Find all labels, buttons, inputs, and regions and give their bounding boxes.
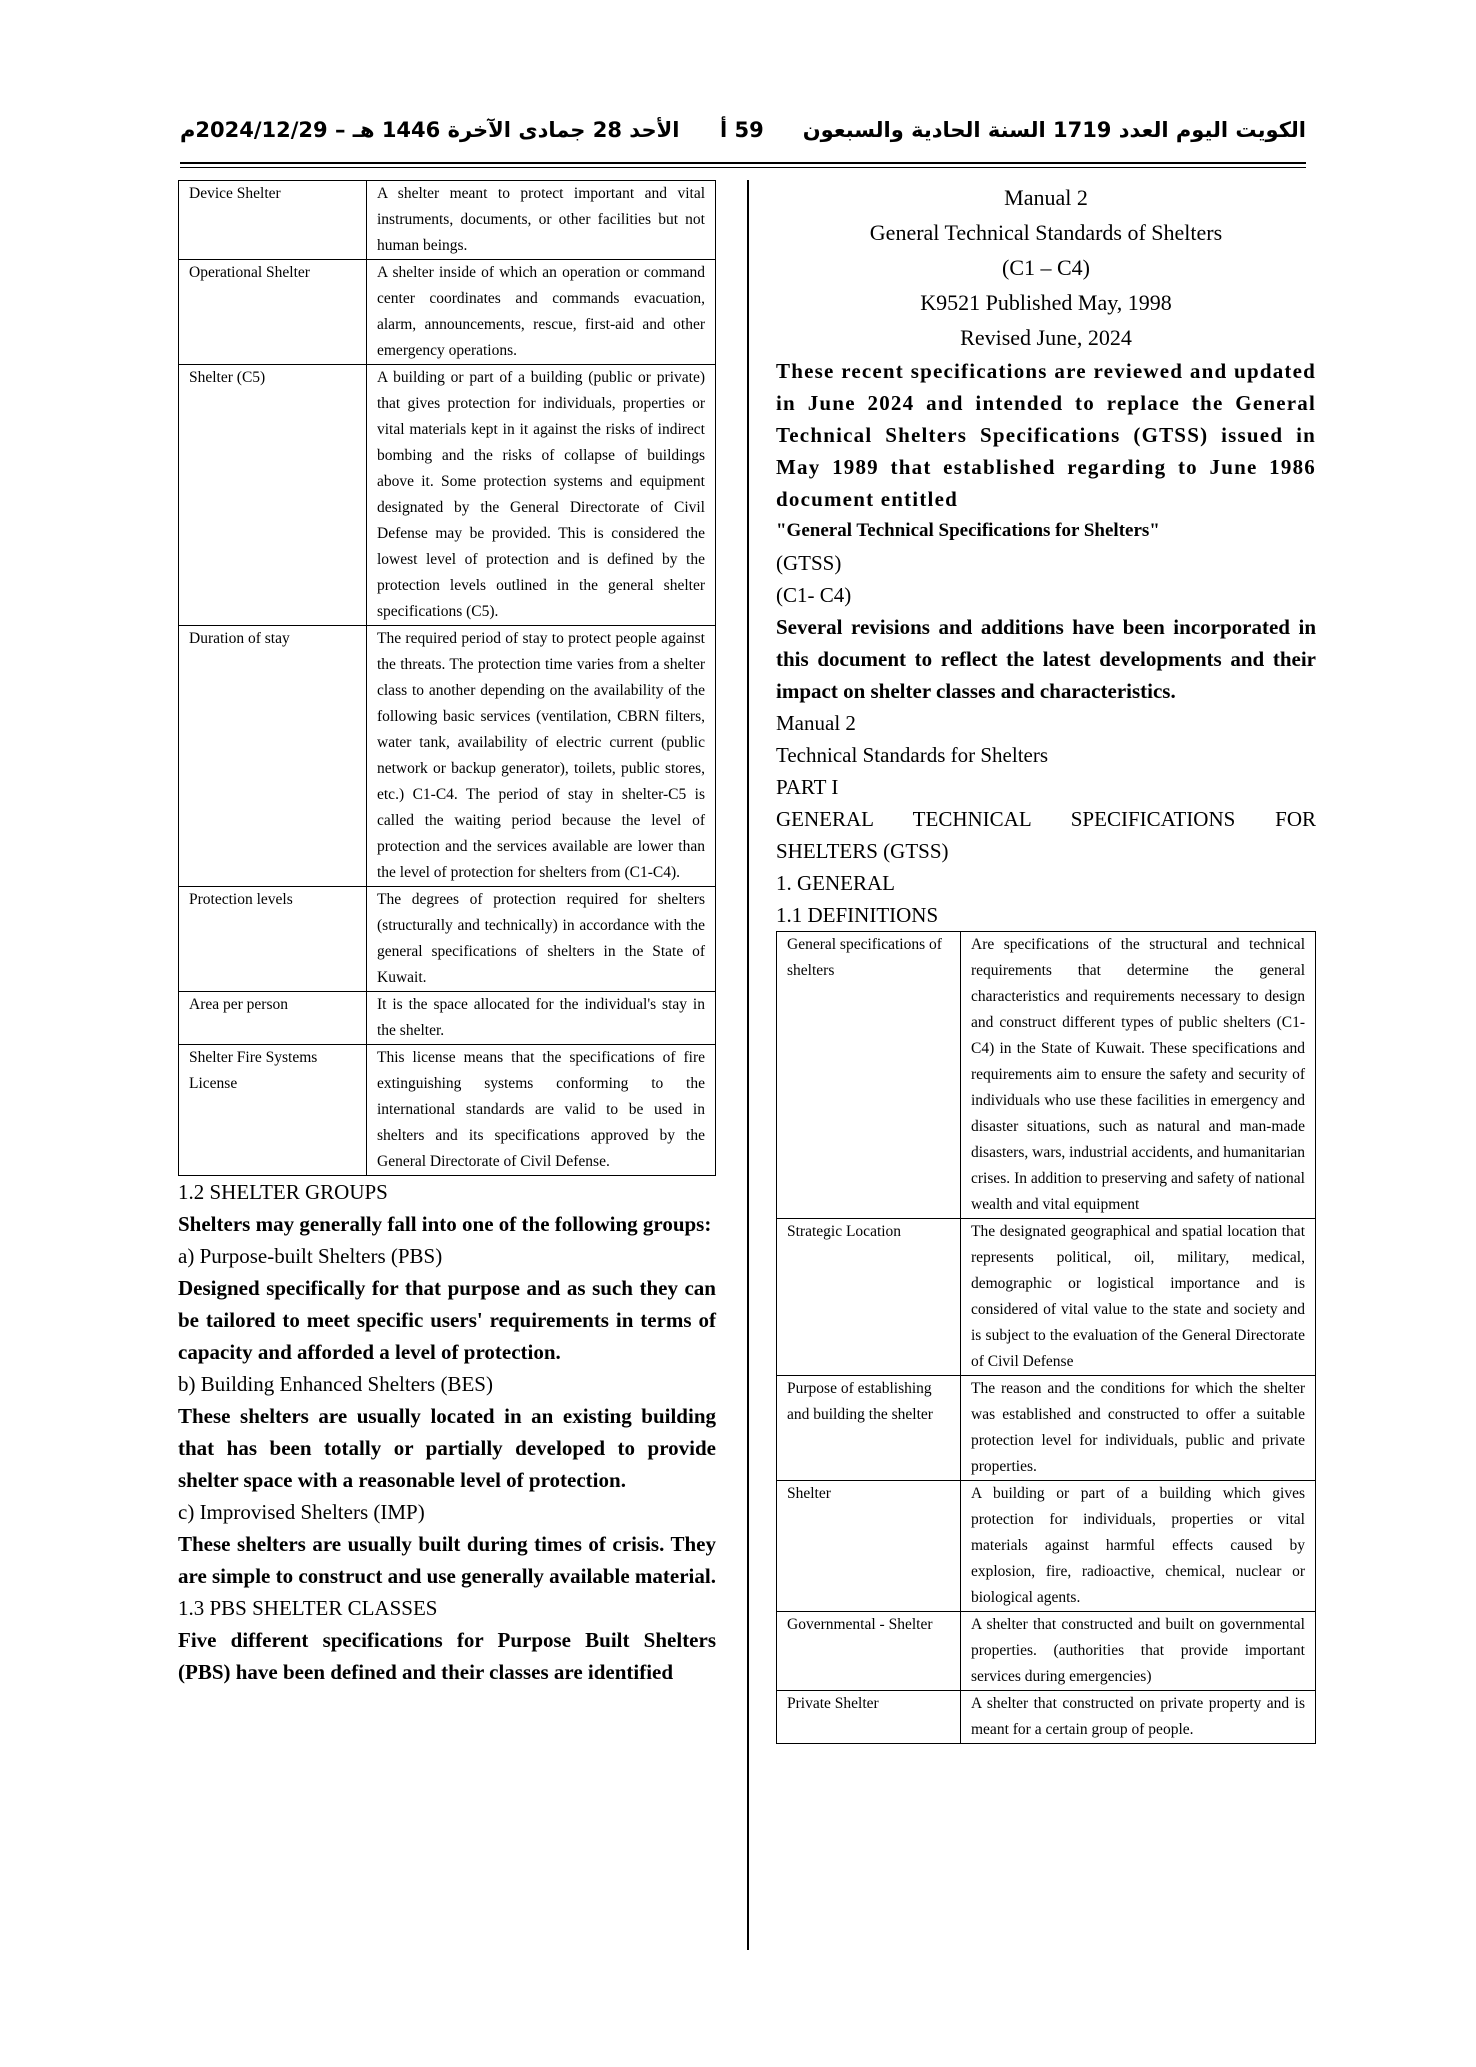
header-rule <box>180 162 1306 164</box>
table-row <box>777 1219 1316 1376</box>
table-row <box>179 260 716 365</box>
definition-cell: The degrees of protection required for shelters (structurally and technically) in accordance with the general specifications of shelters in the State of Kuwait. <box>367 887 716 992</box>
class-range: (C1 – C4) <box>1002 255 1090 280</box>
page-header <box>180 118 1306 158</box>
document-title: General Technical Standards of Shelters <box>869 220 1223 245</box>
quoted-title: "General Technical Specifications for Shelters" <box>776 520 1160 541</box>
term-cell: General specifications of shelters <box>777 932 961 1219</box>
term-cell: Duration of stay <box>179 626 367 887</box>
definition-cell: The designated geographical and spatial location that represents political, oil, military, medical, demographic or logistical importance and is considered of vital value to the state and society and is subject to the evaluation of the General Directorate of Civil Defense <box>961 1219 1316 1376</box>
definition-cell: Are specifications of the structural and technical requirements that determine the general characteristics and requirements necessary to design and construct different types of public shelters (C1-C4) in the State of Kuwait. These specifications and requirements aim to ensure the safety and security of individuals who use these facilities in emergency and disaster situations, such as natural and man-made disasters, wars, industrial accidents, and humanitarian crises. In addition to preserving and safety of national wealth and vital equipment <box>961 932 1316 1219</box>
definition-cell: A building or part of a building (public or private) that gives protection for individuals, properties or vital materials kept in it against the risks of indirect bombing and the risks of collapse of buildings above it. Some protection systems and equipment designated by the General Directorate of Civil Defense may be provided. This is considered the lowest level of protection and is defined by the protection levels outlined in the general shelter specifications (C5). <box>367 365 716 626</box>
table-row <box>179 992 716 1045</box>
definitions-table-continued <box>178 180 716 1176</box>
term-cell: Purpose of establishing and building the shelter <box>777 1376 961 1481</box>
paragraph: Designed specifically for that purpose and as such they can be tailored to meet specific users' requirements in terms of capacity and afforded a level of protection. <box>178 1276 716 1364</box>
paragraph: Shelters may generally fall into one of the following groups: <box>178 1212 712 1236</box>
paragraph: These shelters are usually built during times of crisis. They are simple to construct and use generally available material. <box>178 1532 716 1588</box>
paragraph: Five different specifications for Purpose Built Shelters (PBS) have been defined and their classes are identified <box>178 1628 716 1684</box>
header-rule-thin <box>180 167 1306 168</box>
general-spec-heading: GENERAL TECHNICAL SPECIFICATIONS FOR SHELTERS (GTSS) <box>776 807 1316 863</box>
paragraph: These shelters are usually located in an existing building that has been totally or partially developed to provide shelter space with a reasonable level of protection. <box>178 1404 716 1492</box>
section-heading-1-1: 1.1 DEFINITIONS <box>776 903 939 927</box>
c1-c4-label: (C1- C4) <box>776 583 852 607</box>
section-heading-1: 1. GENERAL <box>776 871 895 895</box>
left-column <box>178 180 716 1688</box>
page-number: 59 أ <box>720 118 764 142</box>
subheading-imp: c) Improvised Shelters (IMP) <box>178 1500 425 1524</box>
definition-cell: This license means that the specifications of fire extinguishing systems conforming to the international standards are valid to be used in shelters and its specifications approved by the General Directorate of Civil Defense. <box>367 1045 716 1176</box>
definition-cell: The reason and the conditions for which the shelter was established and constructed to offer a suitable protection level for individuals, public and private properties. <box>961 1376 1316 1481</box>
header-date: الأحد 28 جمادى الآخرة 1446 هـ – 2024/12/29م <box>180 118 680 142</box>
table-row <box>777 1481 1316 1612</box>
manual-2-label: Manual 2 <box>776 711 856 735</box>
section-heading-1-3: 1.3 PBS SHELTER CLASSES <box>178 1596 438 1620</box>
table-row <box>179 1045 716 1176</box>
subheading-pbs: a) Purpose-built Shelters (PBS) <box>178 1244 443 1268</box>
term-cell: Strategic Location <box>777 1219 961 1376</box>
term-cell: Shelter (C5) <box>179 365 367 626</box>
intro-paragraph: These recent specifications are reviewed and updated in June 2024 and intended to replace the General Technical Shelters Specifications (GTSS) issued in May 1989 that established regarding to June 1986 document entitled <box>776 359 1316 511</box>
definition-cell: A building or part of a building which gives protection for individuals, properties or vital materials against harmful effects caused by explosion, fire, radioactive, chemical, nuclear or biological agents. <box>961 1481 1316 1612</box>
table-row <box>179 887 716 992</box>
term-cell: Operational Shelter <box>179 260 367 365</box>
table-row <box>777 1376 1316 1481</box>
revisions-paragraph: Several revisions and additions have been incorporated in this document to reflect the latest developments and their impact on shelter classes and characteristics. <box>776 615 1316 703</box>
definition-cell: A shelter that constructed and built on governmental properties. (authorities that provide important services during emergencies) <box>961 1612 1316 1691</box>
definition-cell: A shelter inside of which an operation or command center coordinates and commands evacuation, alarm, announcements, rescue, first-aid and other emergency operations. <box>367 260 716 365</box>
table-row <box>179 626 716 887</box>
header-gazette-title: الكويت اليوم العدد 1719 السنة الحادية والسبعون <box>802 118 1306 142</box>
table-row <box>179 181 716 260</box>
published-date: K9521 Published May, 1998 <box>920 290 1172 315</box>
gtss-label: (GTSS) <box>776 551 842 575</box>
section-heading-1-2: 1.2 SHELTER GROUPS <box>178 1180 388 1204</box>
term-cell: Area per person <box>179 992 367 1045</box>
definition-cell: A shelter meant to protect important and vital instruments, documents, or other facilities but not human beings. <box>367 181 716 260</box>
term-cell: Device Shelter <box>179 181 367 260</box>
subheading-bes: b) Building Enhanced Shelters (BES) <box>178 1372 493 1396</box>
revised-date: Revised June, 2024 <box>960 325 1132 350</box>
table-row <box>777 932 1316 1219</box>
definition-cell: The required period of stay to protect people against the threats. The protection time varies from a shelter class to another depending on the availability of the following basic services (ventilation, CBRN filters, water tank, availability of electric current (public network or backup generator), toilets, public stores, etc.) C1-C4. The period of stay in shelter-C5 is called the waiting period because the level of protection and the services available are lower than the level of protection for shelters from (C1-C4). <box>367 626 716 887</box>
term-cell: Shelter Fire Systems License <box>179 1045 367 1176</box>
table-row <box>777 1612 1316 1691</box>
right-column <box>776 180 1316 1744</box>
definitions-table <box>776 931 1316 1744</box>
definition-cell: A shelter that constructed on private property and is meant for a certain group of people. <box>961 1691 1316 1744</box>
term-cell: Governmental - Shelter <box>777 1612 961 1691</box>
definition-cell: It is the space allocated for the individual's stay in the shelter. <box>367 992 716 1045</box>
standards-label: Technical Standards for Shelters <box>776 743 1049 767</box>
table-row <box>179 365 716 626</box>
table-row <box>777 1691 1316 1744</box>
term-cell: Private Shelter <box>777 1691 961 1744</box>
part-label: PART I <box>776 775 839 799</box>
column-divider <box>747 180 749 1950</box>
manual-title: Manual 2 <box>1004 185 1088 210</box>
term-cell: Shelter <box>777 1481 961 1612</box>
term-cell: Protection levels <box>179 887 367 992</box>
